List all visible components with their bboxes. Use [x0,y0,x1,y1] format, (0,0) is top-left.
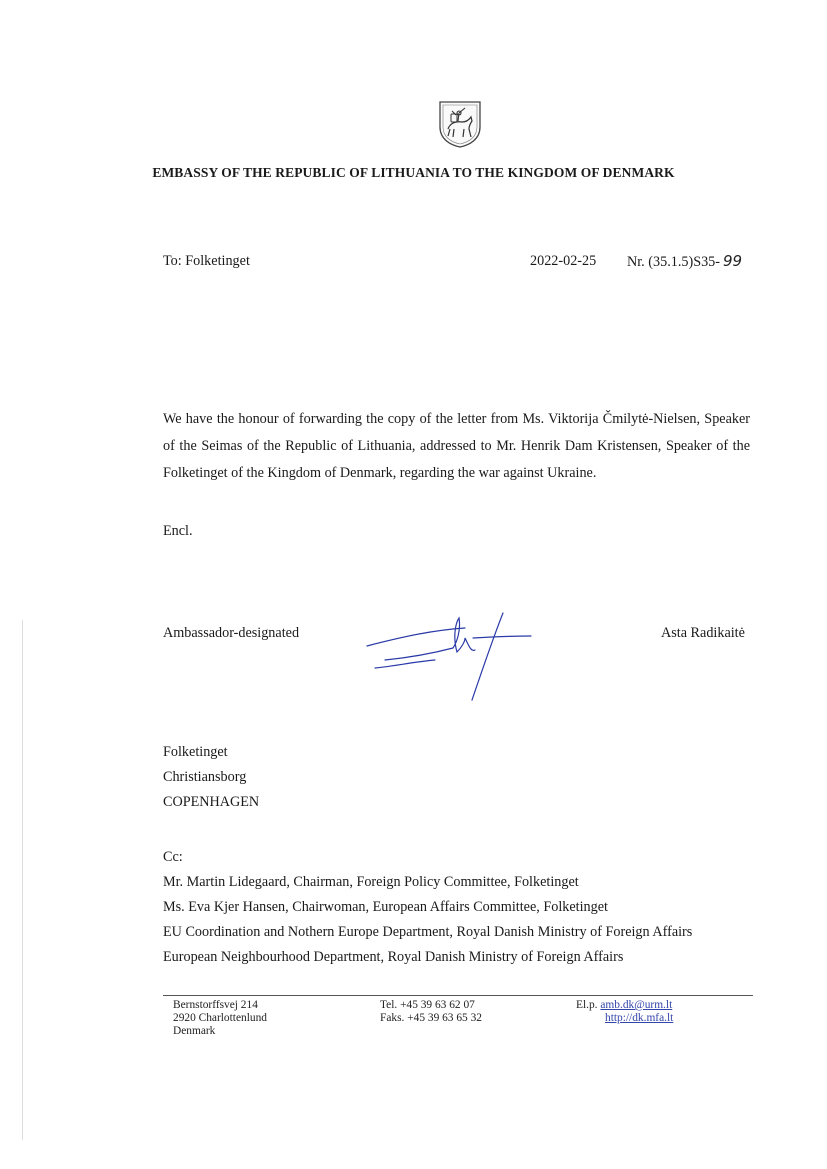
cc-line: Ms. Eva Kjer Hansen, Chairwoman, European Affairs Committee, Folketinget [163,899,608,915]
to-line: To: Folketinget [163,253,250,269]
footer-address [173,999,267,1038]
reference-handwritten-number: 99 [723,252,743,270]
coat-of-arms-icon [434,99,486,149]
embassy-heading: EMBASSY OF THE REPUBLIC OF LITHUANIA TO THE KINGDOM OF DENMARK [152,165,675,180]
letter-date: 2022-02-25 [530,253,597,269]
cc-list [163,845,692,970]
footer-address-line: Bernstorffsvej 214 [173,999,258,1011]
cc-line: Mr. Martin Lidegaard, Chairman, Foreign Policy Committee, Folketinget [163,874,579,890]
footer-email-label: El.p. [576,999,598,1011]
footer-contact [576,999,673,1025]
signatory-role: Ambassador-designated [163,625,300,641]
footer-tel: Tel. +45 39 63 62 07 [380,999,475,1011]
footer-phone [380,999,482,1025]
footer-website-link[interactable]: http://dk.mfa.lt [605,1012,674,1024]
recipient-address [163,740,259,815]
recipient-line: Folketinget [163,744,228,760]
footer-address-line: 2920 Charlottenlund [173,1012,267,1024]
footer-email-link[interactable]: amb.dk@urm.lt [600,999,673,1011]
recipient-line: Christiansborg [163,769,247,785]
reference-prefix: Nr. (35.1.5)S35- [627,254,721,270]
handwritten-signature-icon [365,608,535,703]
cc-line: EU Coordination and Nothern Europe Department, Royal Danish Ministry of Foreign Affairs [163,924,693,940]
recipient-line: COPENHAGEN [163,794,260,810]
footer-fax: Faks. +45 39 63 65 32 [380,1012,482,1024]
signatory-name: Asta Radikaitė [661,625,745,641]
footer-address-line: Denmark [173,1025,216,1037]
enclosure-note: Encl. [163,523,193,539]
scan-margin-line [22,620,23,1140]
letter-body-paragraph: We have the honour of forwarding the copy of the letter from Ms. Viktorija Čmilytė-Nielsen, Speaker of the Seimas of the Republic of Lithuania, addressed to Mr. Henrik Dam Kristensen, Speaker of the Folketinget of the Kingdom of Denmark, regarding the war against Ukraine. [163,411,750,481]
cc-label: Cc: [163,849,183,865]
cc-line: European Neighbourhood Department, Royal Danish Ministry of Foreign Affairs [163,949,624,965]
footer-divider [163,995,753,996]
reference-number [627,248,742,276]
